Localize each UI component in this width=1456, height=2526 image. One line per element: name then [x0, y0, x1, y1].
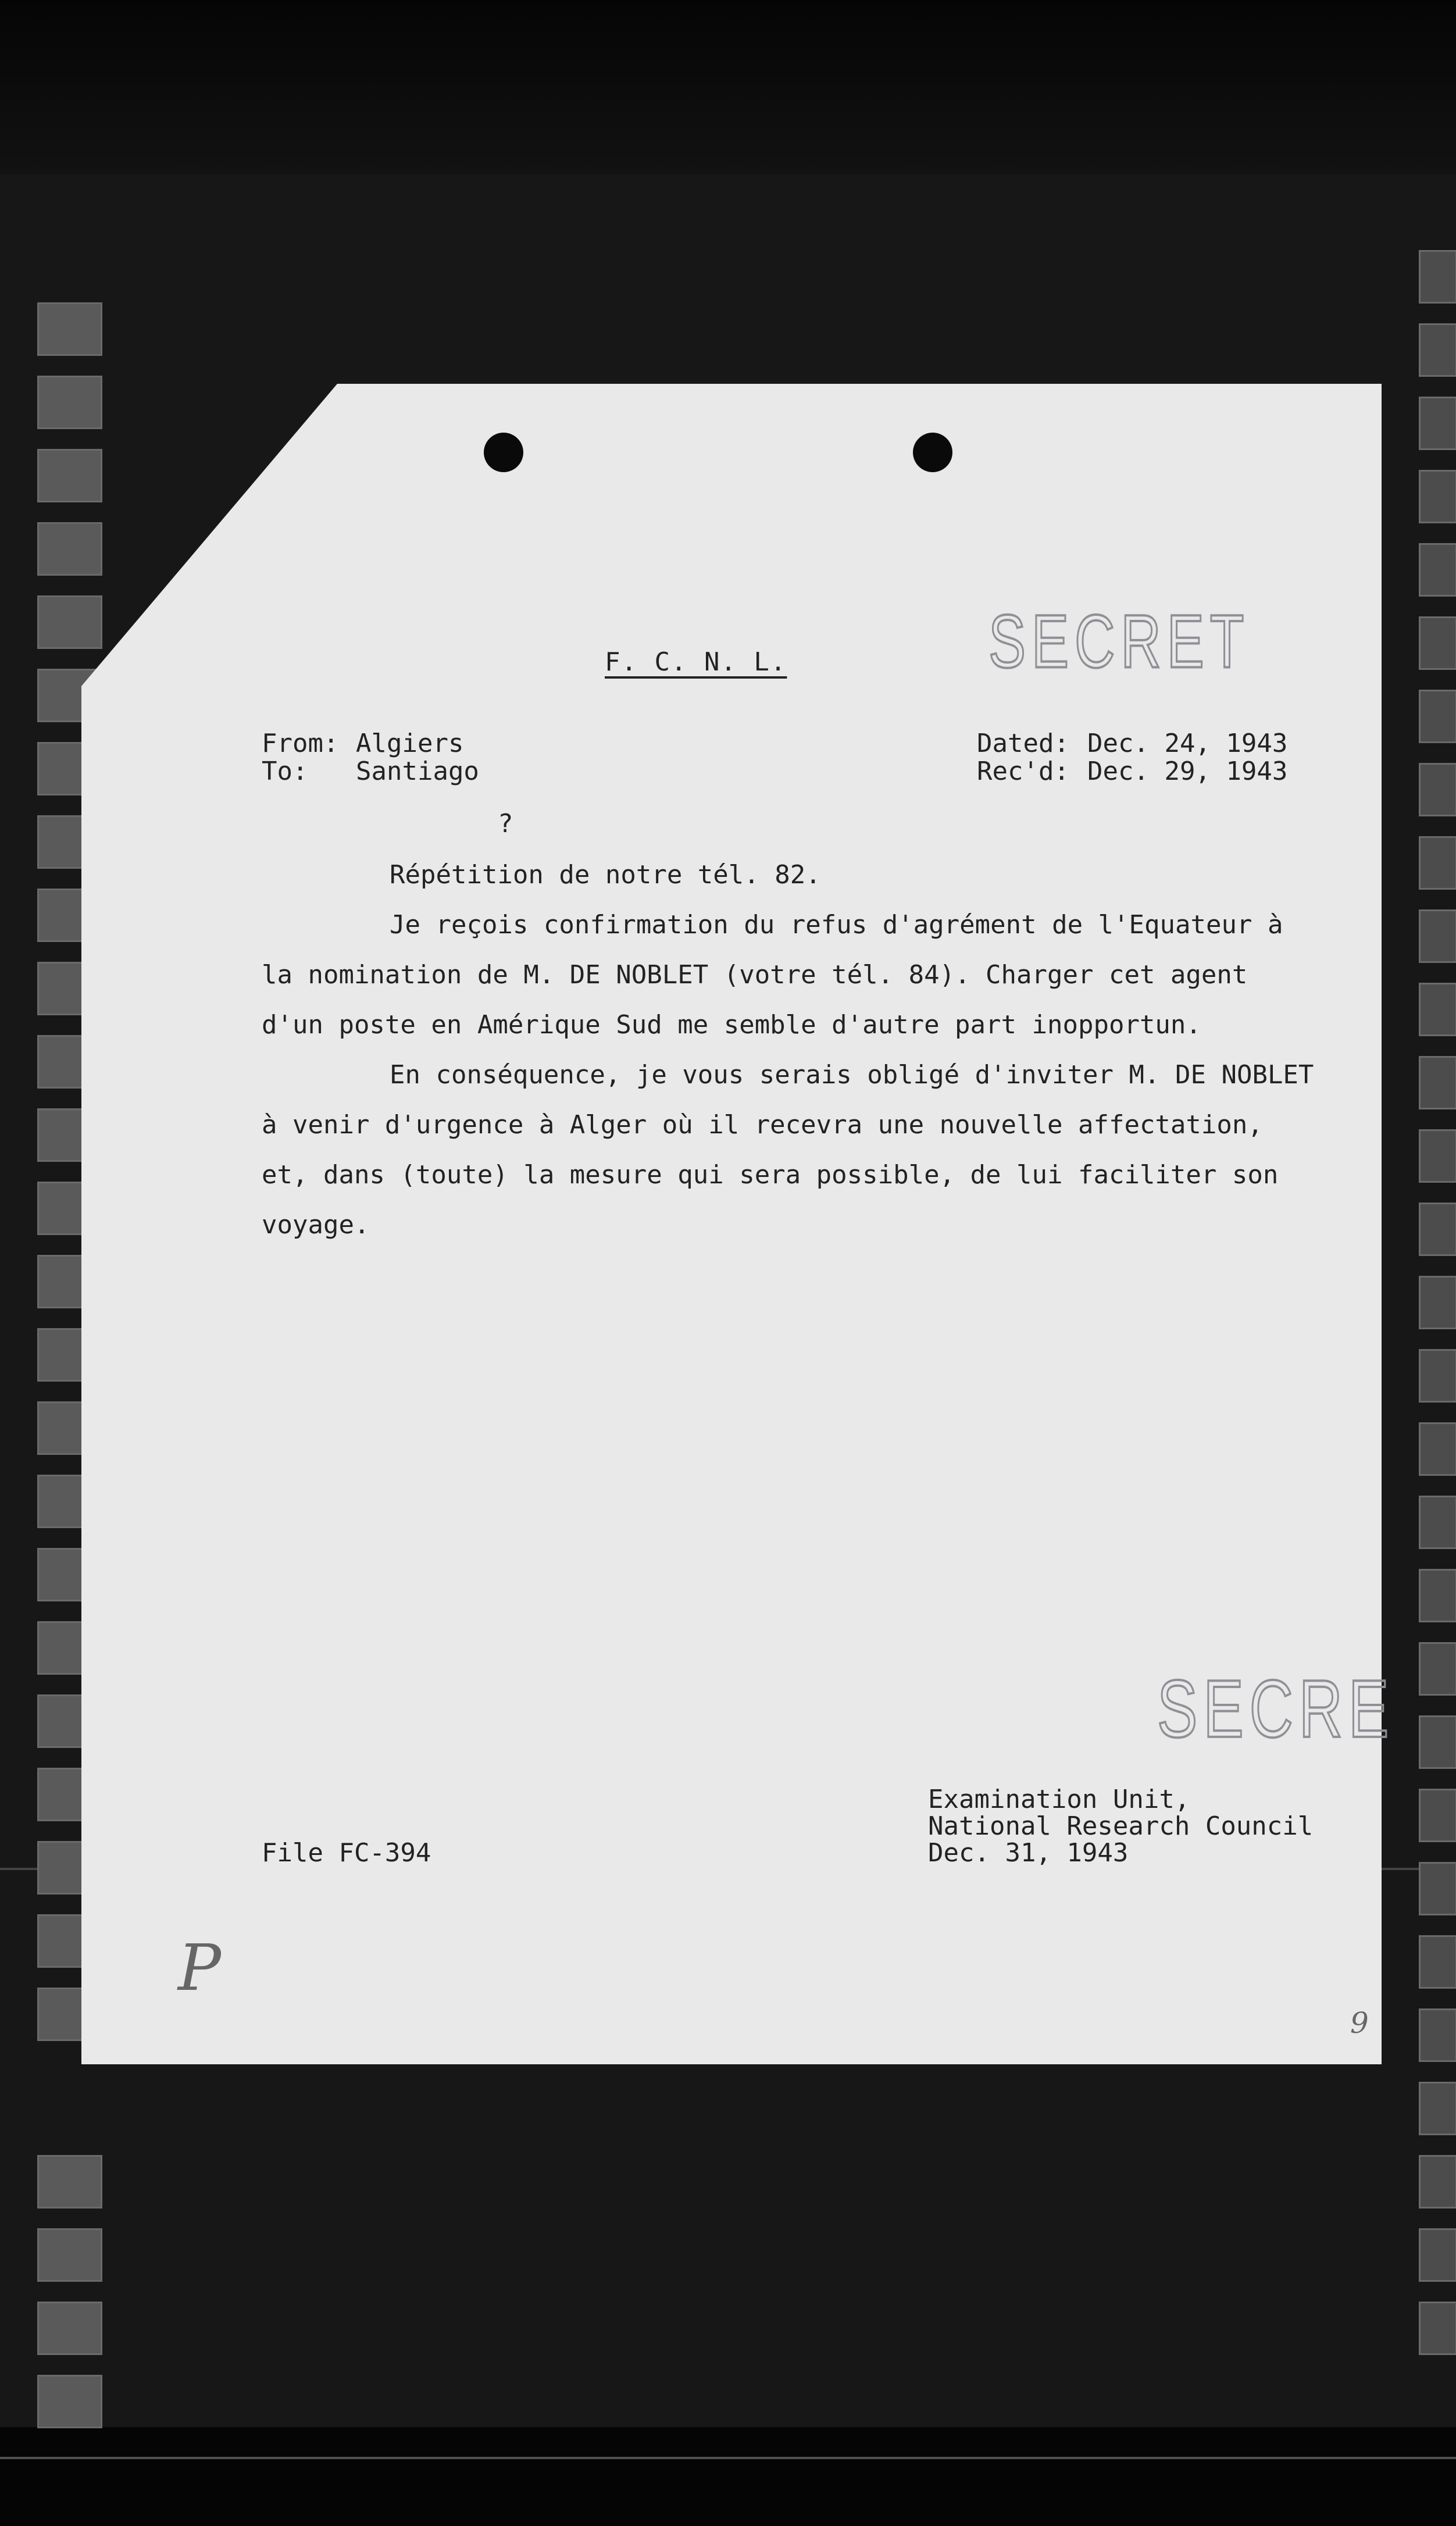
document-heading: F. C. N. L.	[605, 647, 787, 677]
sprocket-hole	[1419, 1422, 1456, 1476]
sprocket-hole	[1419, 1642, 1456, 1696]
sprocket-hole	[37, 2228, 102, 2282]
scan-line	[0, 2457, 1456, 2459]
sprocket-hole	[37, 376, 102, 429]
punch-hole	[484, 433, 523, 472]
sprocket-hole	[1419, 1276, 1456, 1329]
sprocket-hole	[1419, 1129, 1456, 1183]
sprocket-hole	[37, 2302, 102, 2355]
sprocket-hole	[1419, 1203, 1456, 1256]
question-mark: ?	[498, 809, 513, 839]
sprocket-hole	[37, 2375, 102, 2428]
sprocket-hole	[1419, 1789, 1456, 1842]
sprocket-hole	[1419, 470, 1456, 523]
sprocket-hole	[1419, 323, 1456, 377]
sprocket-hole	[1419, 2082, 1456, 2135]
sprocket-hole	[1419, 1569, 1456, 1622]
to-label: To:	[262, 757, 308, 786]
sprocket-hole	[37, 302, 102, 356]
signature-line: National Research Council	[928, 1811, 1314, 1841]
signature-line: Examination Unit,	[928, 1785, 1190, 1814]
sprocket-hole	[1419, 690, 1456, 743]
from-value: Algiers	[356, 729, 464, 758]
sprocket-hole	[1419, 763, 1456, 816]
paragraph: En conséquence, je vous serais obligé d'inviter M. DE NOBLET à venir d'urgence à Alger où il recevra une nouvelle affectation, et, dans (toute) la mesure qui sera possible, de lui faciliter son voyage.	[262, 1060, 1314, 1240]
dated-value: Dec. 24, 1943	[1087, 729, 1288, 758]
sprocket-hole	[1419, 2008, 1456, 2062]
signature-date: Dec. 31, 1943	[928, 1838, 1129, 1868]
sprocket-hole	[1419, 250, 1456, 304]
sprocket-hole	[1419, 1935, 1456, 1989]
sprocket-hole	[1419, 397, 1456, 450]
punch-hole	[913, 433, 952, 472]
sprocket-hole	[1419, 616, 1456, 670]
page-number-mark: 9	[1350, 2006, 1369, 2040]
sprocket-hole	[37, 522, 102, 576]
sprocket-hole	[37, 595, 102, 649]
sprocket-hole	[1419, 2228, 1456, 2282]
paragraph: Je reçois confirmation du refus d'agrément de l'Equateur à la nomination de M. DE NOBLET (votre tél. 84). Charger cet agent d'un poste en Amérique Sud me semble d'autre part inopportun.	[262, 910, 1283, 1040]
sprocket-hole	[1419, 543, 1456, 597]
message-body	[262, 850, 1320, 1250]
received-label: Rec'd:	[977, 757, 1069, 786]
received-value: Dec. 29, 1943	[1087, 757, 1288, 786]
sprocket-hole	[1419, 2155, 1456, 2209]
film-bottom-border	[0, 2427, 1456, 2526]
sprocket-hole	[1419, 1715, 1456, 1769]
secret-stamp: SECRET	[988, 600, 1250, 684]
sprocket-hole	[1419, 1496, 1456, 1549]
secret-stamp: SECRE	[1157, 1664, 1395, 1755]
handwritten-mark: P	[178, 1931, 222, 2005]
sprocket-hole	[1419, 2302, 1456, 2355]
sprocket-hole	[1419, 1056, 1456, 1109]
sprocket-hole	[1419, 836, 1456, 890]
dated-label: Dated:	[977, 729, 1069, 758]
sprocket-hole	[1419, 909, 1456, 963]
sprocket-hole	[37, 2155, 102, 2209]
from-label: From:	[262, 729, 339, 758]
to-value: Santiago	[356, 757, 479, 786]
sprocket-hole	[37, 449, 102, 502]
file-reference: File FC-394	[262, 1838, 431, 1868]
sprocket-hole	[1419, 1862, 1456, 1915]
sprocket-hole	[1419, 983, 1456, 1036]
sprocket-hole	[1419, 1349, 1456, 1403]
film-top-border	[0, 0, 1456, 174]
paragraph: Répétition de notre tél. 82.	[390, 860, 821, 890]
